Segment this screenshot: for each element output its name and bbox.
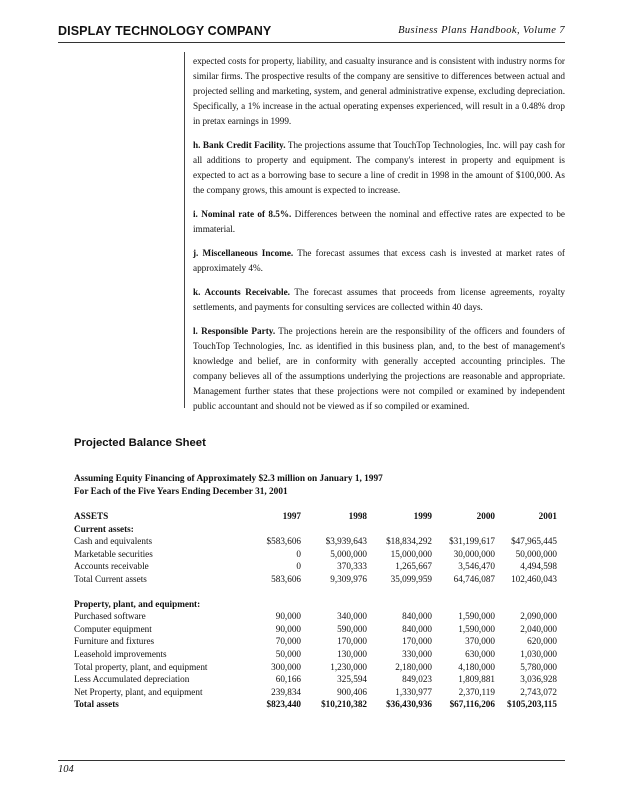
spacer-row [74,587,557,599]
table-row [74,674,557,687]
table-cell: 2,743,072 [520,686,557,697]
company-title: DISPLAY TECHNOLOGY COMPANY [58,24,272,38]
table-cell: 9,309,976 [330,573,367,584]
table-cell: 1,330,977 [395,686,432,697]
current-assets-rows [74,536,557,586]
handbook-title: Business Plans Handbook, Volume 7 [398,25,565,36]
table-cell: 35,099,959 [390,573,432,584]
table-cell: 900,406 [337,686,367,697]
table-cell: 90,000 [275,611,301,622]
ppe-rows [74,611,557,699]
table-cell: 1,230,000 [330,661,367,672]
table-row [74,611,557,624]
table-cell: 849,023 [402,674,432,685]
total-assets-row [74,699,557,712]
total-assets-label: Total assets [74,699,119,710]
table-cell: 239,834 [271,686,301,697]
table-cell: $36,430,936 [386,699,432,710]
table-cell: $18,834,292 [386,536,432,547]
table-row [74,536,557,549]
year-header: 1999 [413,511,432,521]
table-cell: 840,000 [402,611,432,622]
row-label: Cash and equivalents [74,536,153,547]
table-cell: 30,000,000 [453,548,495,559]
item-k-text: The forecast assumes that proceeds from license agreements, royalty settlements, and payments for consulting services are collected within 40 days. [193,287,565,312]
table-subtitle-financing: Assuming Equity Financing of Approximately $2.3 million on January 1, 1997 [74,474,383,484]
running-header [58,22,565,43]
balance-sheet-table [74,511,557,712]
table-row [74,549,557,562]
table-row [74,561,557,574]
table-row [74,649,557,662]
table-cell: 590,000 [337,623,367,634]
item-l-paragraph [193,324,565,414]
item-j-lead: j. Miscellaneous Income. [193,248,294,258]
table-cell: 2,180,000 [395,661,432,672]
table-cell: 370,000 [465,636,495,647]
row-label: Leasehold improvements [74,648,167,659]
section-title: Projected Balance Sheet [74,437,206,449]
table-cell: $31,199,617 [449,536,495,547]
table-cell: 130,000 [337,648,367,659]
margin-rule [184,52,185,408]
table-row [74,662,557,675]
row-label: Purchased software [74,611,146,622]
table-cell: 340,000 [337,611,367,622]
table-cell: 330,000 [402,648,432,659]
item-l-text: The projections herein are the responsibility of the officers and founders of TouchTop Technologies, Inc. as identified in this business plan, and, to the best of management's knowledge and belief, are in conformity with generally accepted accounting principles. The company believes all of the assumptions underlying the projections are reasonable and appropriate. Management further states that these projections were not compiled or examined by independent public accountant and should not be viewed as if so compiled or examined. [193,326,565,411]
table-header-row [74,511,557,524]
current-assets-heading: Current assets: [74,523,134,534]
assumptions-text [193,54,565,423]
row-label: Furniture and fixtures [74,636,155,647]
table-cell: 0 [296,548,301,559]
table-cell: 50,000,000 [515,548,557,559]
ppe-heading: Property, plant, and equipment: [74,598,201,609]
row-label: Total property, plant, and equipment [74,661,208,672]
table-cell: 620,000 [527,636,557,647]
table-cell: 325,594 [337,674,367,685]
table-cell: 5,000,000 [330,548,367,559]
table-cell: 300,000 [271,661,301,672]
item-h-text: The projections assume that TouchTop Technologies, Inc. will pay cash for all additions to property and equipment. The company's interest in property and equipment is expected to act as a borrowing base to secure a line of credit in 1998 in the amount of $100,000. As the company grows, this amount is expected to increase. [193,140,566,195]
current-assets-heading-row [74,524,557,537]
table-cell: 15,000,000 [390,548,432,559]
table-row [74,624,557,637]
table-cell: 170,000 [402,636,432,647]
table-cell: 3,546,470 [458,561,495,572]
row-label: Total Current assets [74,573,147,584]
table-cell: 370,333 [337,561,367,572]
table-cell: $105,203,115 [506,699,557,710]
year-header: 1998 [348,511,367,521]
item-h-paragraph [193,138,565,198]
table-cell: 1,590,000 [458,623,495,634]
table-cell: 1,809,881 [458,674,495,685]
table-cell: 60,166 [275,674,301,685]
table-cell: $823,440 [266,699,301,710]
row-label: Marketable securities [74,548,153,559]
table-cell: 4,180,000 [458,661,495,672]
item-j-text: The forecast assumes that excess cash is invested at market rates of approximately 4%. [193,248,565,273]
assets-heading: ASSETS [74,511,109,521]
table-cell: 70,000 [275,636,301,647]
table-cell: 1,030,000 [520,648,557,659]
table-row [74,636,557,649]
year-header: 1997 [282,511,301,521]
footer-rule [58,760,565,761]
table-cell: $3,939,643 [325,536,367,547]
item-k-paragraph [193,285,565,315]
item-k-lead: k. Accounts Receivable. [193,287,290,297]
table-cell: 1,265,667 [395,561,432,572]
table-cell: 90,000 [275,623,301,634]
table-cell: 50,000 [275,648,301,659]
table-cell: $47,965,445 [511,536,557,547]
item-l-lead: l. Responsible Party. [193,326,276,336]
table-cell: 64,746,087 [453,573,495,584]
page-number: 104 [58,764,74,775]
row-label: Accounts receivable [74,561,149,572]
table-cell: 4,494,598 [520,561,557,572]
year-header: 2000 [476,511,495,521]
item-i-paragraph [193,207,565,237]
table-cell: 630,000 [465,648,495,659]
table-cell: 2,370,119 [458,686,495,697]
table-row [74,687,557,700]
table-cell: 0 [296,561,301,572]
table-cell: 1,590,000 [458,611,495,622]
year-header: 2001 [538,511,557,521]
table-cell: $583,606 [266,536,301,547]
table-row [74,574,557,587]
table-cell: 2,090,000 [520,611,557,622]
table-cell: 102,460,043 [511,573,557,584]
intro-paragraph: expected costs for property, liability, and casualty insurance and is consistent with industry norms for similar firms. The prospective results of the company are sensitive to differences between actual and projected selling and marketing, system, and general administrative expense, excluding depreciation. Specifically, a 1% increase in the actual operating expenses experienced, will result in a 0.48% drop in pretax earnings in 1999. [193,56,565,126]
table-cell: 583,606 [271,573,301,584]
item-h-lead: h. Bank Credit Facility. [193,140,286,150]
row-label: Net Property, plant, and equipment [74,686,203,697]
row-label: Less Accumulated depreciation [74,674,190,685]
row-label: Computer equipment [74,623,152,634]
ppe-heading-row [74,599,557,612]
table-cell: 2,040,000 [520,623,557,634]
item-i-lead: i. Nominal rate of 8.5%. [193,209,292,219]
table-subtitle-period: For Each of the Five Years Ending December 31, 2001 [74,487,288,497]
table-cell: $10,210,382 [321,699,367,710]
item-i-text: Differences between the nominal and effective rates are expected to be immaterial. [193,209,565,234]
table-cell: 5,780,000 [520,661,557,672]
table-cell: 840,000 [402,623,432,634]
item-j-paragraph [193,246,565,276]
table-cell: 3,036,928 [520,674,557,685]
table-cell: $67,116,206 [449,699,495,710]
table-cell: 170,000 [337,636,367,647]
